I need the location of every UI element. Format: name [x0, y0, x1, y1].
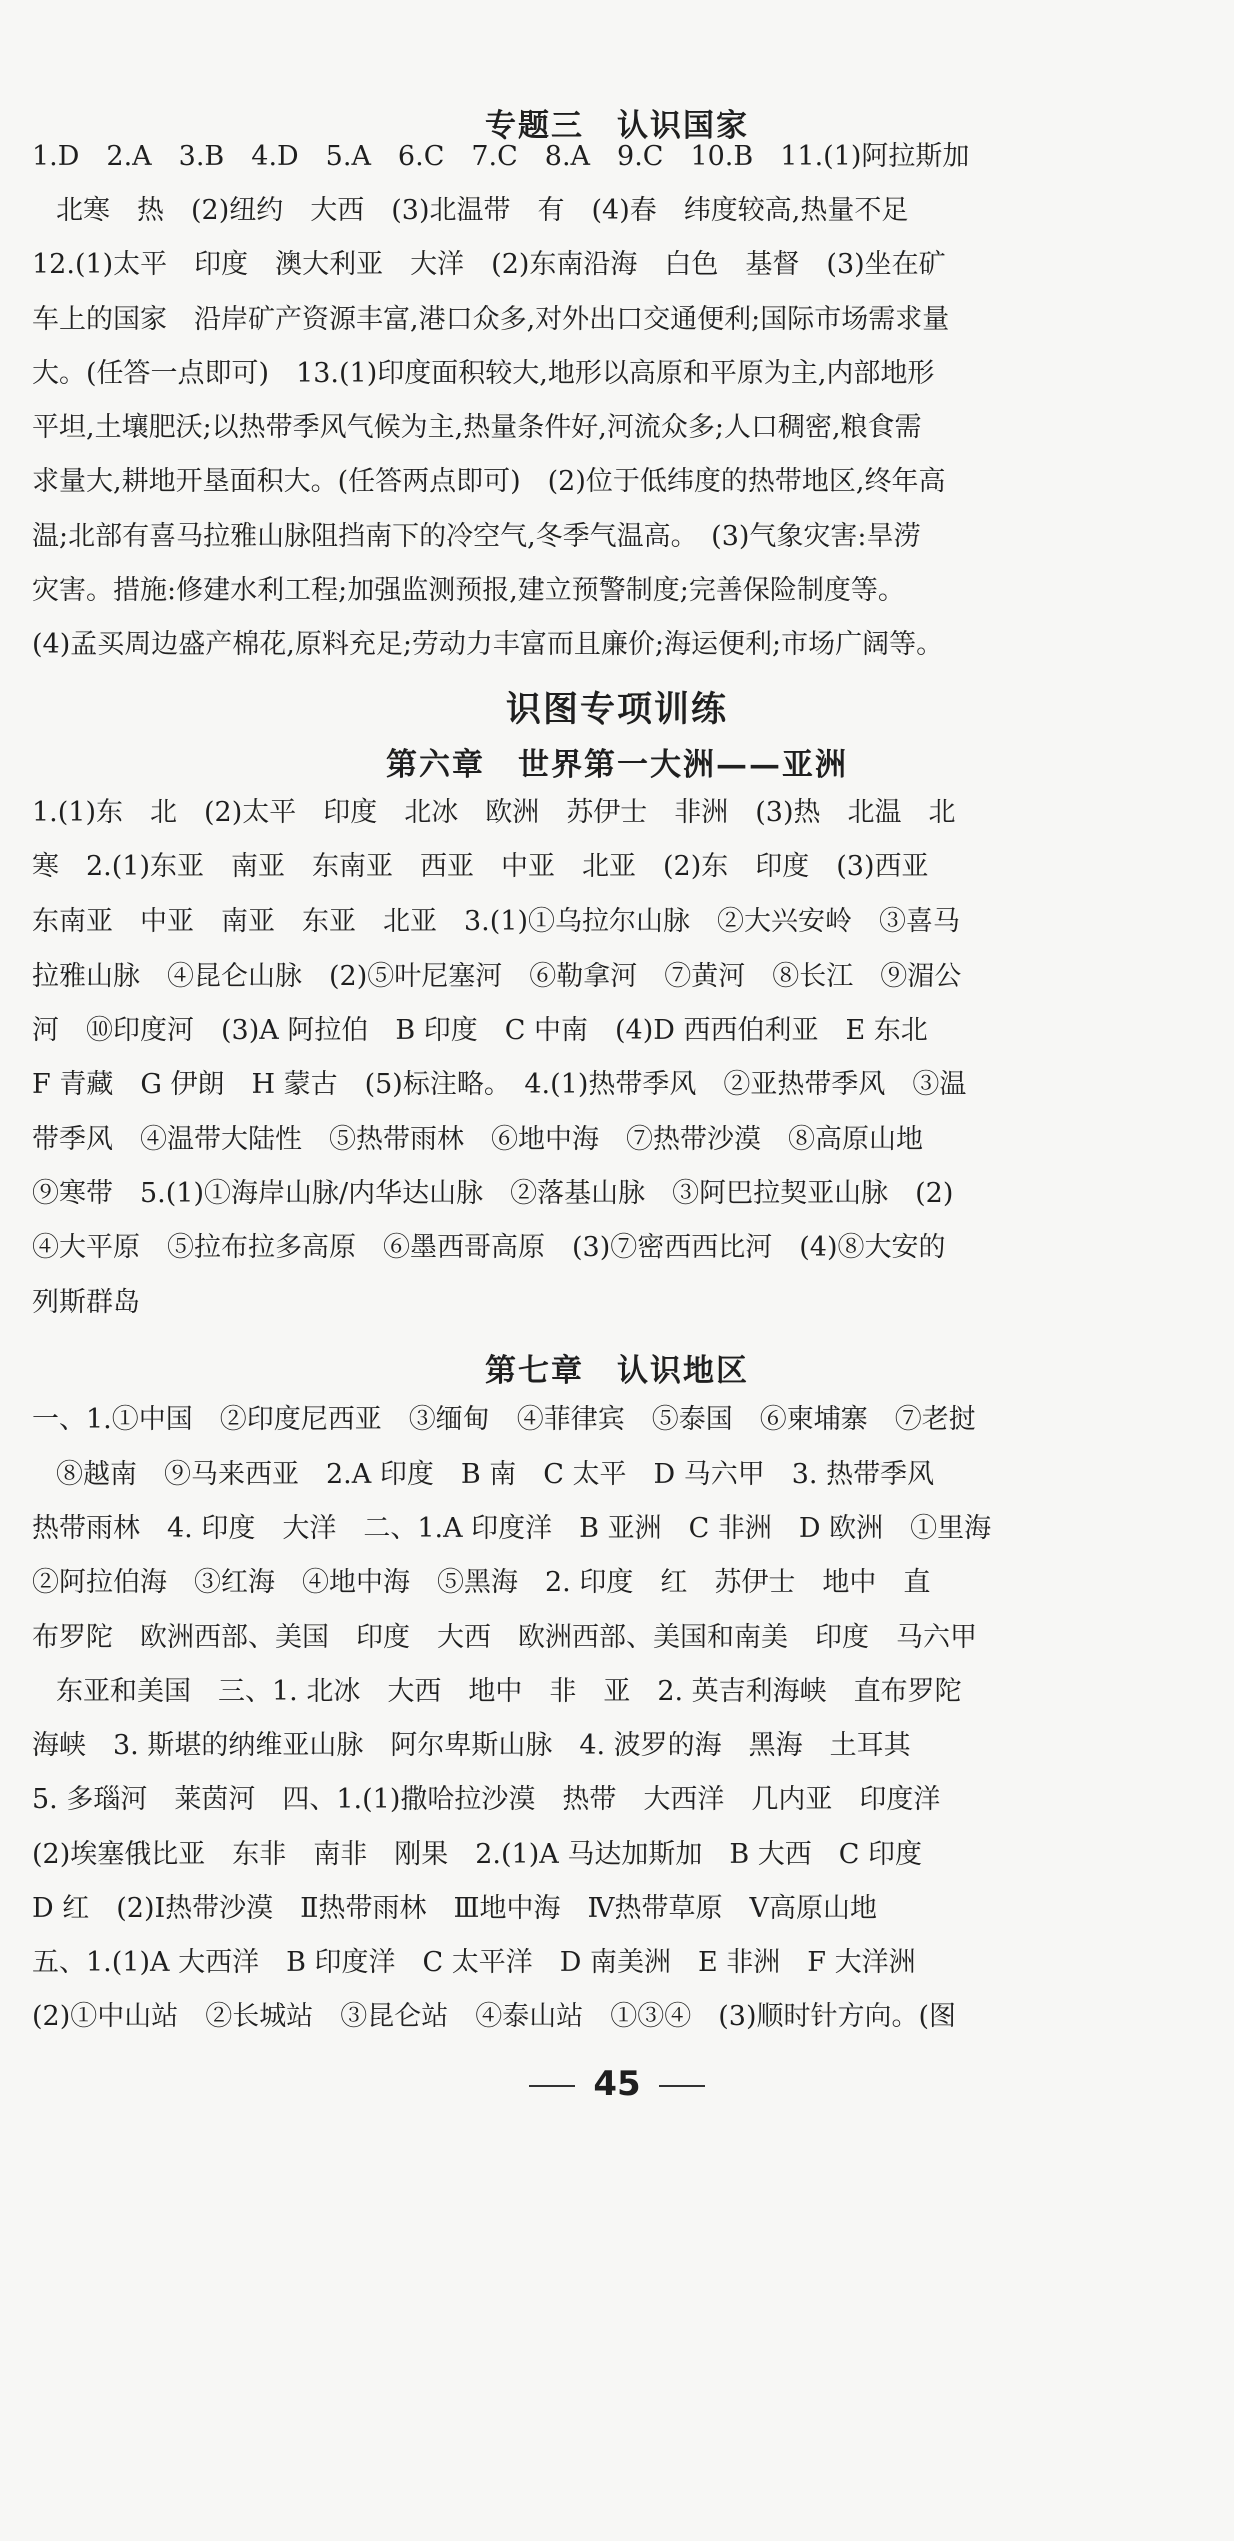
chapter6-line: 寒 2.(1)东亚 南亚 东南亚 西亚 中亚 北亚 (2)东 印度 (3)西亚 — [32, 851, 929, 882]
chapter7-line: ⑧越南 ⑨马来西亚 2.A 印度 B 南 C 太平 D 马六甲 3. 热带季风 — [56, 1459, 935, 1490]
topic3-line: 灾害。措施:修建水利工程;加强监测预报,建立预警制度;完善保险制度等。 — [32, 575, 905, 606]
chapter6-line: 东南亚 中亚 南亚 东亚 北亚 3.(1)①乌拉尔山脉 ②大兴安岭 ③喜马 — [32, 906, 961, 937]
topic3-line: 温;北部有喜马拉雅山脉阻挡南下的冷空气,冬季气温高。 (3)气象灾害:旱涝 — [32, 521, 921, 552]
dash-right — [659, 2085, 705, 2087]
page-number-text: 45 — [593, 2064, 641, 2104]
chapter7-line: 海峡 3. 斯堪的纳维亚山脉 阿尔卑斯山脉 4. 波罗的海 黑海 土耳其 — [32, 1730, 911, 1761]
chapter6-line: F 青藏 G 伊朗 H 蒙古 (5)标注略。 4.(1)热带季风 ②亚热带季风 ③温 — [32, 1069, 967, 1100]
map-training-title: 识图专项训练 — [505, 690, 728, 730]
chapter7-line: 热带雨林 4. 印度 大洋 二、1.A 印度洋 B 亚洲 C 非洲 D 欧洲 ①里海 — [32, 1513, 992, 1544]
chapter6-line: 带季风 ④温带大陆性 ⑤热带雨林 ⑥地中海 ⑦热带沙漠 ⑧高原山地 — [32, 1124, 923, 1155]
topic3-line: 北寒 热 (2)纽约 大西 (3)北温带 有 (4)春 纬度较高,热量不足 — [56, 195, 909, 226]
page-number — [0, 2064, 1234, 2104]
chapter7-line: 五、1.(1)A 大西洋 B 印度洋 C 太平洋 D 南美洲 E 非洲 F 大洋洲 — [32, 1947, 916, 1978]
chapter7-line: 5. 多瑙河 莱茵河 四、1.(1)撒哈拉沙漠 热带 大西洋 几内亚 印度洋 — [32, 1784, 941, 1815]
topic3-line: (4)孟买周边盛产棉花,原料充足;劳动力丰富而且廉价;海运便利;市场广阔等。 — [32, 629, 944, 660]
topic3-line: 求量大,耕地开垦面积大。(任答两点即可) (2)位于低纬度的热带地区,终年高 — [32, 466, 946, 497]
chapter6-line: ⑨寒带 5.(1)①海岸山脉/内华达山脉 ②落基山脉 ③阿巴拉契亚山脉 (2) — [32, 1178, 954, 1209]
topic3-line: 平坦,土壤肥沃;以热带季风气候为主,热量条件好,河流众多;人口稠密,粮食需 — [32, 412, 922, 443]
chapter7-line: 布罗陀 欧洲西部、美国 印度 大西 欧洲西部、美国和南美 印度 马六甲 — [32, 1622, 977, 1653]
chapter7-line: (2)①中山站 ②长城站 ③昆仑站 ④泰山站 ①③④ (3)顺时针方向。(图 — [32, 2001, 957, 2032]
chapter7-line: (2)埃塞俄比亚 东非 南非 刚果 2.(1)A 马达加斯加 B 大西 C 印度 — [32, 1839, 922, 1870]
chapter7-title: 第七章 认识地区 — [485, 1353, 749, 1389]
topic3-title: 专题三 认识国家 — [485, 108, 749, 144]
topic3-line: 车上的国家 沿岸矿产资源丰富,港口众多,对外出口交通便利;国际市场需求量 — [32, 304, 950, 335]
chapter6-line: 列斯群岛 — [32, 1287, 140, 1318]
chapter6-line: 拉雅山脉 ④昆仑山脉 (2)⑤叶尼塞河 ⑥勒拿河 ⑦黄河 ⑧长江 ⑨湄公 — [32, 961, 962, 992]
chapter7-line: 东亚和美国 三、1. 北冰 大西 地中 非 亚 2. 英吉利海峡 直布罗陀 — [56, 1676, 962, 1707]
topic3-line: 大。(任答一点即可) 13.(1)印度面积较大,地形以高原和平原为主,内部地形 — [32, 358, 935, 389]
chapter7-line: ②阿拉伯海 ③红海 ④地中海 ⑤黑海 2. 印度 红 苏伊士 地中 直 — [32, 1567, 931, 1598]
dash-left — [529, 2085, 575, 2087]
topic3-line: 1.D 2.A 3.B 4.D 5.A 6.C 7.C 8.A 9.C 10.B 11.(1)阿拉斯加 — [32, 141, 970, 172]
chapter7-line: D 红 (2)Ⅰ热带沙漠 Ⅱ热带雨林 Ⅲ地中海 Ⅳ热带草原 Ⅴ高原山地 — [32, 1893, 878, 1924]
chapter6-line: 1.(1)东 北 (2)太平 印度 北冰 欧洲 苏伊士 非洲 (3)热 北温 北 — [32, 797, 956, 828]
chapter7-line: 一、1.①中国 ②印度尼西亚 ③缅甸 ④菲律宾 ⑤泰国 ⑥柬埔寨 ⑦老挝 — [32, 1404, 976, 1435]
chapter6-line: 河 ⑩印度河 (3)A 阿拉伯 B 印度 C 中南 (4)D 西西伯利亚 E 东北 — [32, 1015, 928, 1046]
topic3-line: 12.(1)太平 印度 澳大利亚 大洋 (2)东南沿海 白色 基督 (3)坐在矿 — [32, 249, 946, 280]
chapter6-title: 第六章 世界第一大洲——亚洲 — [386, 747, 848, 783]
chapter6-line: ④大平原 ⑤拉布拉多高原 ⑥墨西哥高原 (3)⑦密西西比河 (4)⑧大安的 — [32, 1232, 946, 1263]
